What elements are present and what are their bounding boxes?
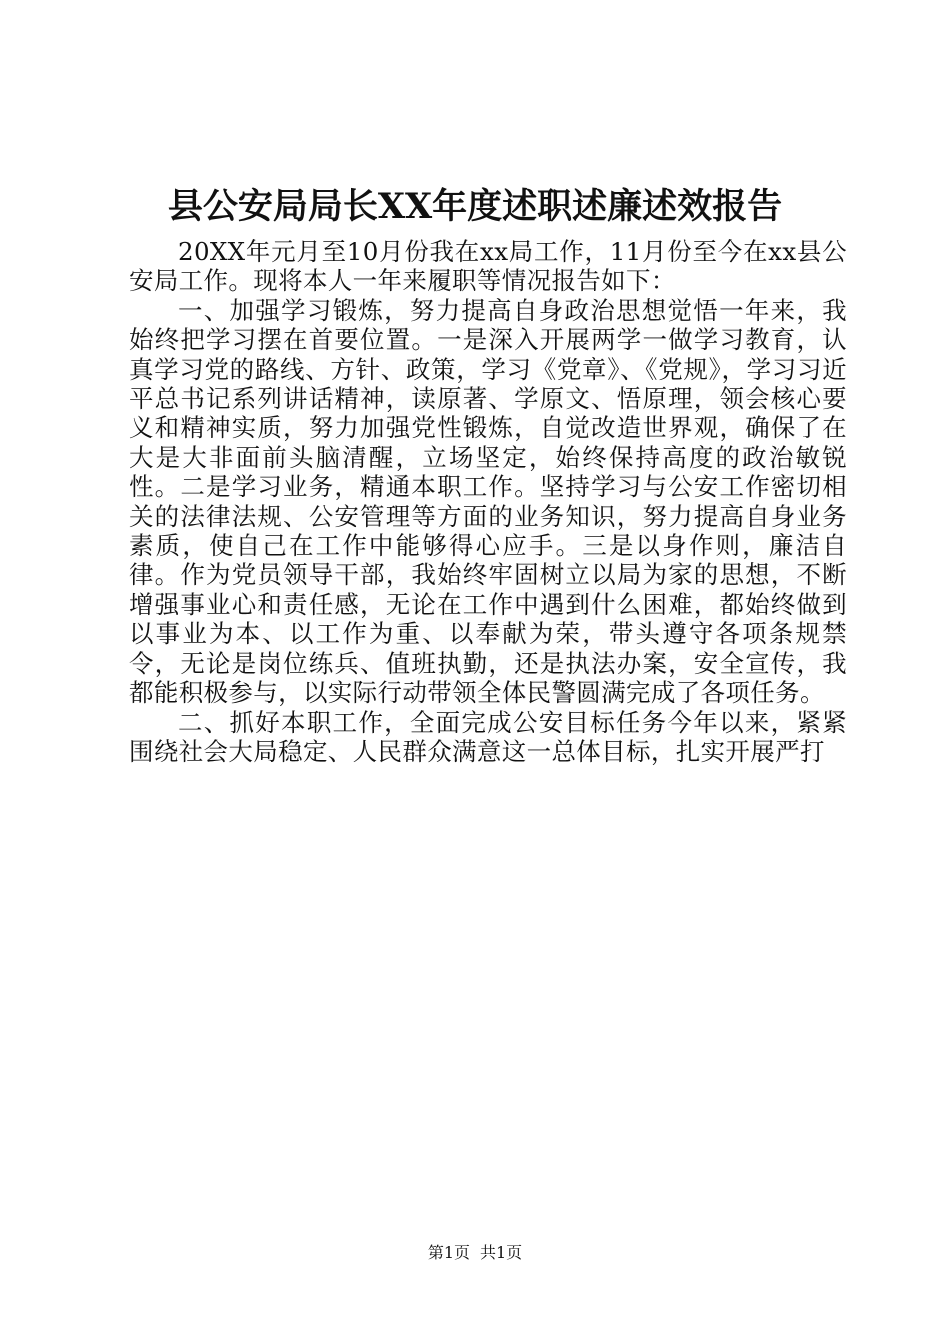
page-number: 第1页 [427,1243,470,1262]
document-body [129,237,847,766]
page-footer [0,1242,950,1264]
paragraph-intro: 20XX年元月至10月份我在xx局工作，11月份至今在xx县公安局工作。现将本人一年来履职等情况报告如下： [129,237,847,296]
document-title: 县公安局局长XX年度述职述廉述效报告 [167,186,783,227]
paragraph-section-two: 二、抓好本职工作，全面完成公安目标任务今年以来，紧紧围绕社会大局稳定、人民群众满意这一总体目标，扎实开展严打 [129,707,847,766]
paragraph-section-one: 一、加强学习锻炼，努力提高自身政治思想觉悟一年来，我始终把学习摆在首要位置。一是深入开展两学一做学习教育，认真学习党的路线、方针、政策，学习《党章》、《党规》，学习习近平总书记系列讲话精神，读原著、学原文、悟原理，领会核心要义和精神实质，努力加强党性锻炼，自觉改造世界观，确保了在大是大非面前头脑清醒，立场坚定，始终保持高度的政治敏锐性。二是学习业务，精通本职工作。坚持学习与公安工作密切相关的法律法规、公安管理等方面的业务知识，努力提高自身业务素质，使自己在工作中能够得心应手。三是以身作则，廉洁自律。作为党员领导干部，我始终牢固树立以局为家的思想，不断增强事业心和责任感，无论在工作中遇到什么困难，都始终做到以事业为本、以工作为重、以奉献为荣，带头遵守各项条规禁令，无论是岗位练兵、值班执勤，还是执法办案，安全宣传，我都能积极参与，以实际行动带领全体民警圆满完成了各项任务。 [129,295,847,708]
page-total: 共1页 [480,1243,523,1262]
